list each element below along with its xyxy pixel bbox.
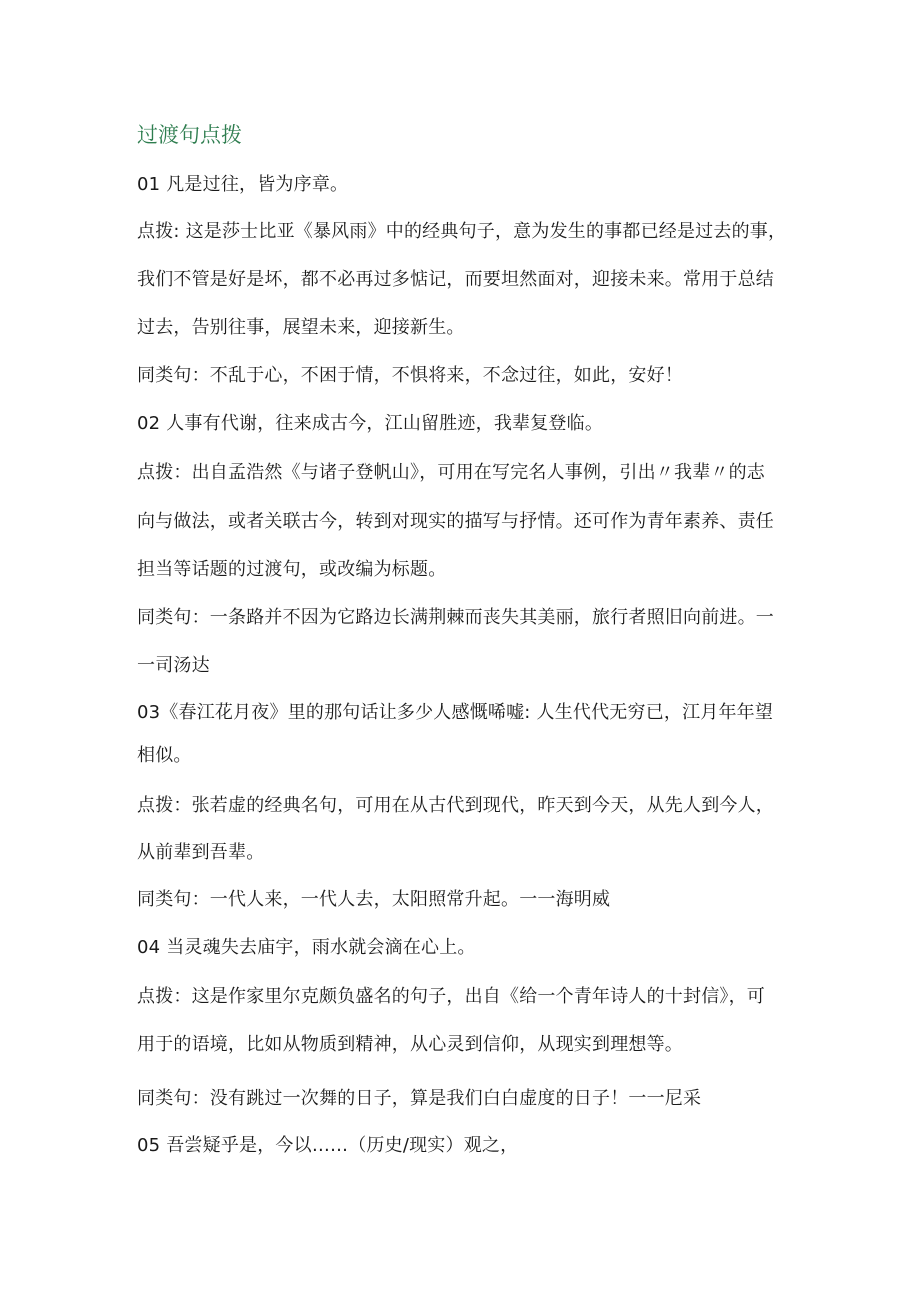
note-03-line-2: 从前辈到吾辈。 bbox=[137, 842, 265, 863]
similar-02-line-1: 同类句：一条路并不因为它路边长满荆棘而丧失其美丽，旅行者照旧向前进。一 bbox=[137, 607, 774, 628]
note-04-line-2: 用于的语境，比如从物质到精神，从心灵到信仰，从现实到理想等。 bbox=[137, 1034, 683, 1055]
note-02-line-3: 担当等话题的过渡句，或改编为标题。 bbox=[137, 559, 447, 580]
note-02-line-2: 向与做法，或者关联古今，转到对现实的描写与抒情。还可作为青年素养、责任 bbox=[137, 511, 774, 532]
note-01-line-1: 点拨: 这是莎士比亚《暴风雨》中的经典句子，意为发生的事都已经是过去的事， bbox=[137, 221, 787, 242]
sentence-01: 01 凡是过往，皆为序章。 bbox=[137, 174, 349, 195]
note-03-line-1: 点拨：张若虚的经典名句，可用在从古代到现代，昨天到今天，从先人到今人， bbox=[137, 795, 774, 816]
note-01-line-2: 我们不管是好是坏，都不必再过多惦记，而要坦然面对，迎接未来。常用于总结 bbox=[137, 269, 774, 290]
note-04-line-1: 点拨：这是作家里尔克颇负盛名的句子，出自《给一个青年诗人的十封信》，可 bbox=[137, 986, 765, 1007]
note-01-line-3: 过去，告别往事，展望未来，迎接新生。 bbox=[137, 317, 465, 338]
similar-03: 同类句：一代人来，一代人去，太阳照常升起。一一海明威 bbox=[137, 889, 611, 910]
similar-02-line-2: 一司汤达 bbox=[137, 655, 210, 676]
sentence-04: 04 当灵魂失去庙宇，雨水就会滴在心上。 bbox=[137, 937, 476, 958]
sentence-05: 05 吾尝疑乎是，今以……（历史/现实）观之， bbox=[137, 1135, 519, 1156]
sentence-03-line-1: 03《春江花月夜》里的那句话让多少人感慨唏嘘: 人生代代无穷已，江月年年望 bbox=[137, 702, 774, 723]
document-title: 过渡句点拨 bbox=[137, 123, 242, 147]
note-02-line-1: 点拨：出自孟浩然《与诸子登帆山》，可用在写完名人事例，引出〃我辈〃的志 bbox=[137, 462, 765, 483]
similar-04: 同类句：没有跳过一次舞的日子，算是我们白白虚度的日子！一一尼采 bbox=[137, 1088, 702, 1109]
sentence-03-line-2: 相似。 bbox=[137, 745, 192, 766]
sentence-02: 02 人事有代谢，往来成古今，江山留胜迹，我辈复登临。 bbox=[137, 413, 604, 434]
similar-01: 同类句：不乱于心，不困于情，不惧将来，不念过往，如此，安好！ bbox=[137, 365, 683, 386]
